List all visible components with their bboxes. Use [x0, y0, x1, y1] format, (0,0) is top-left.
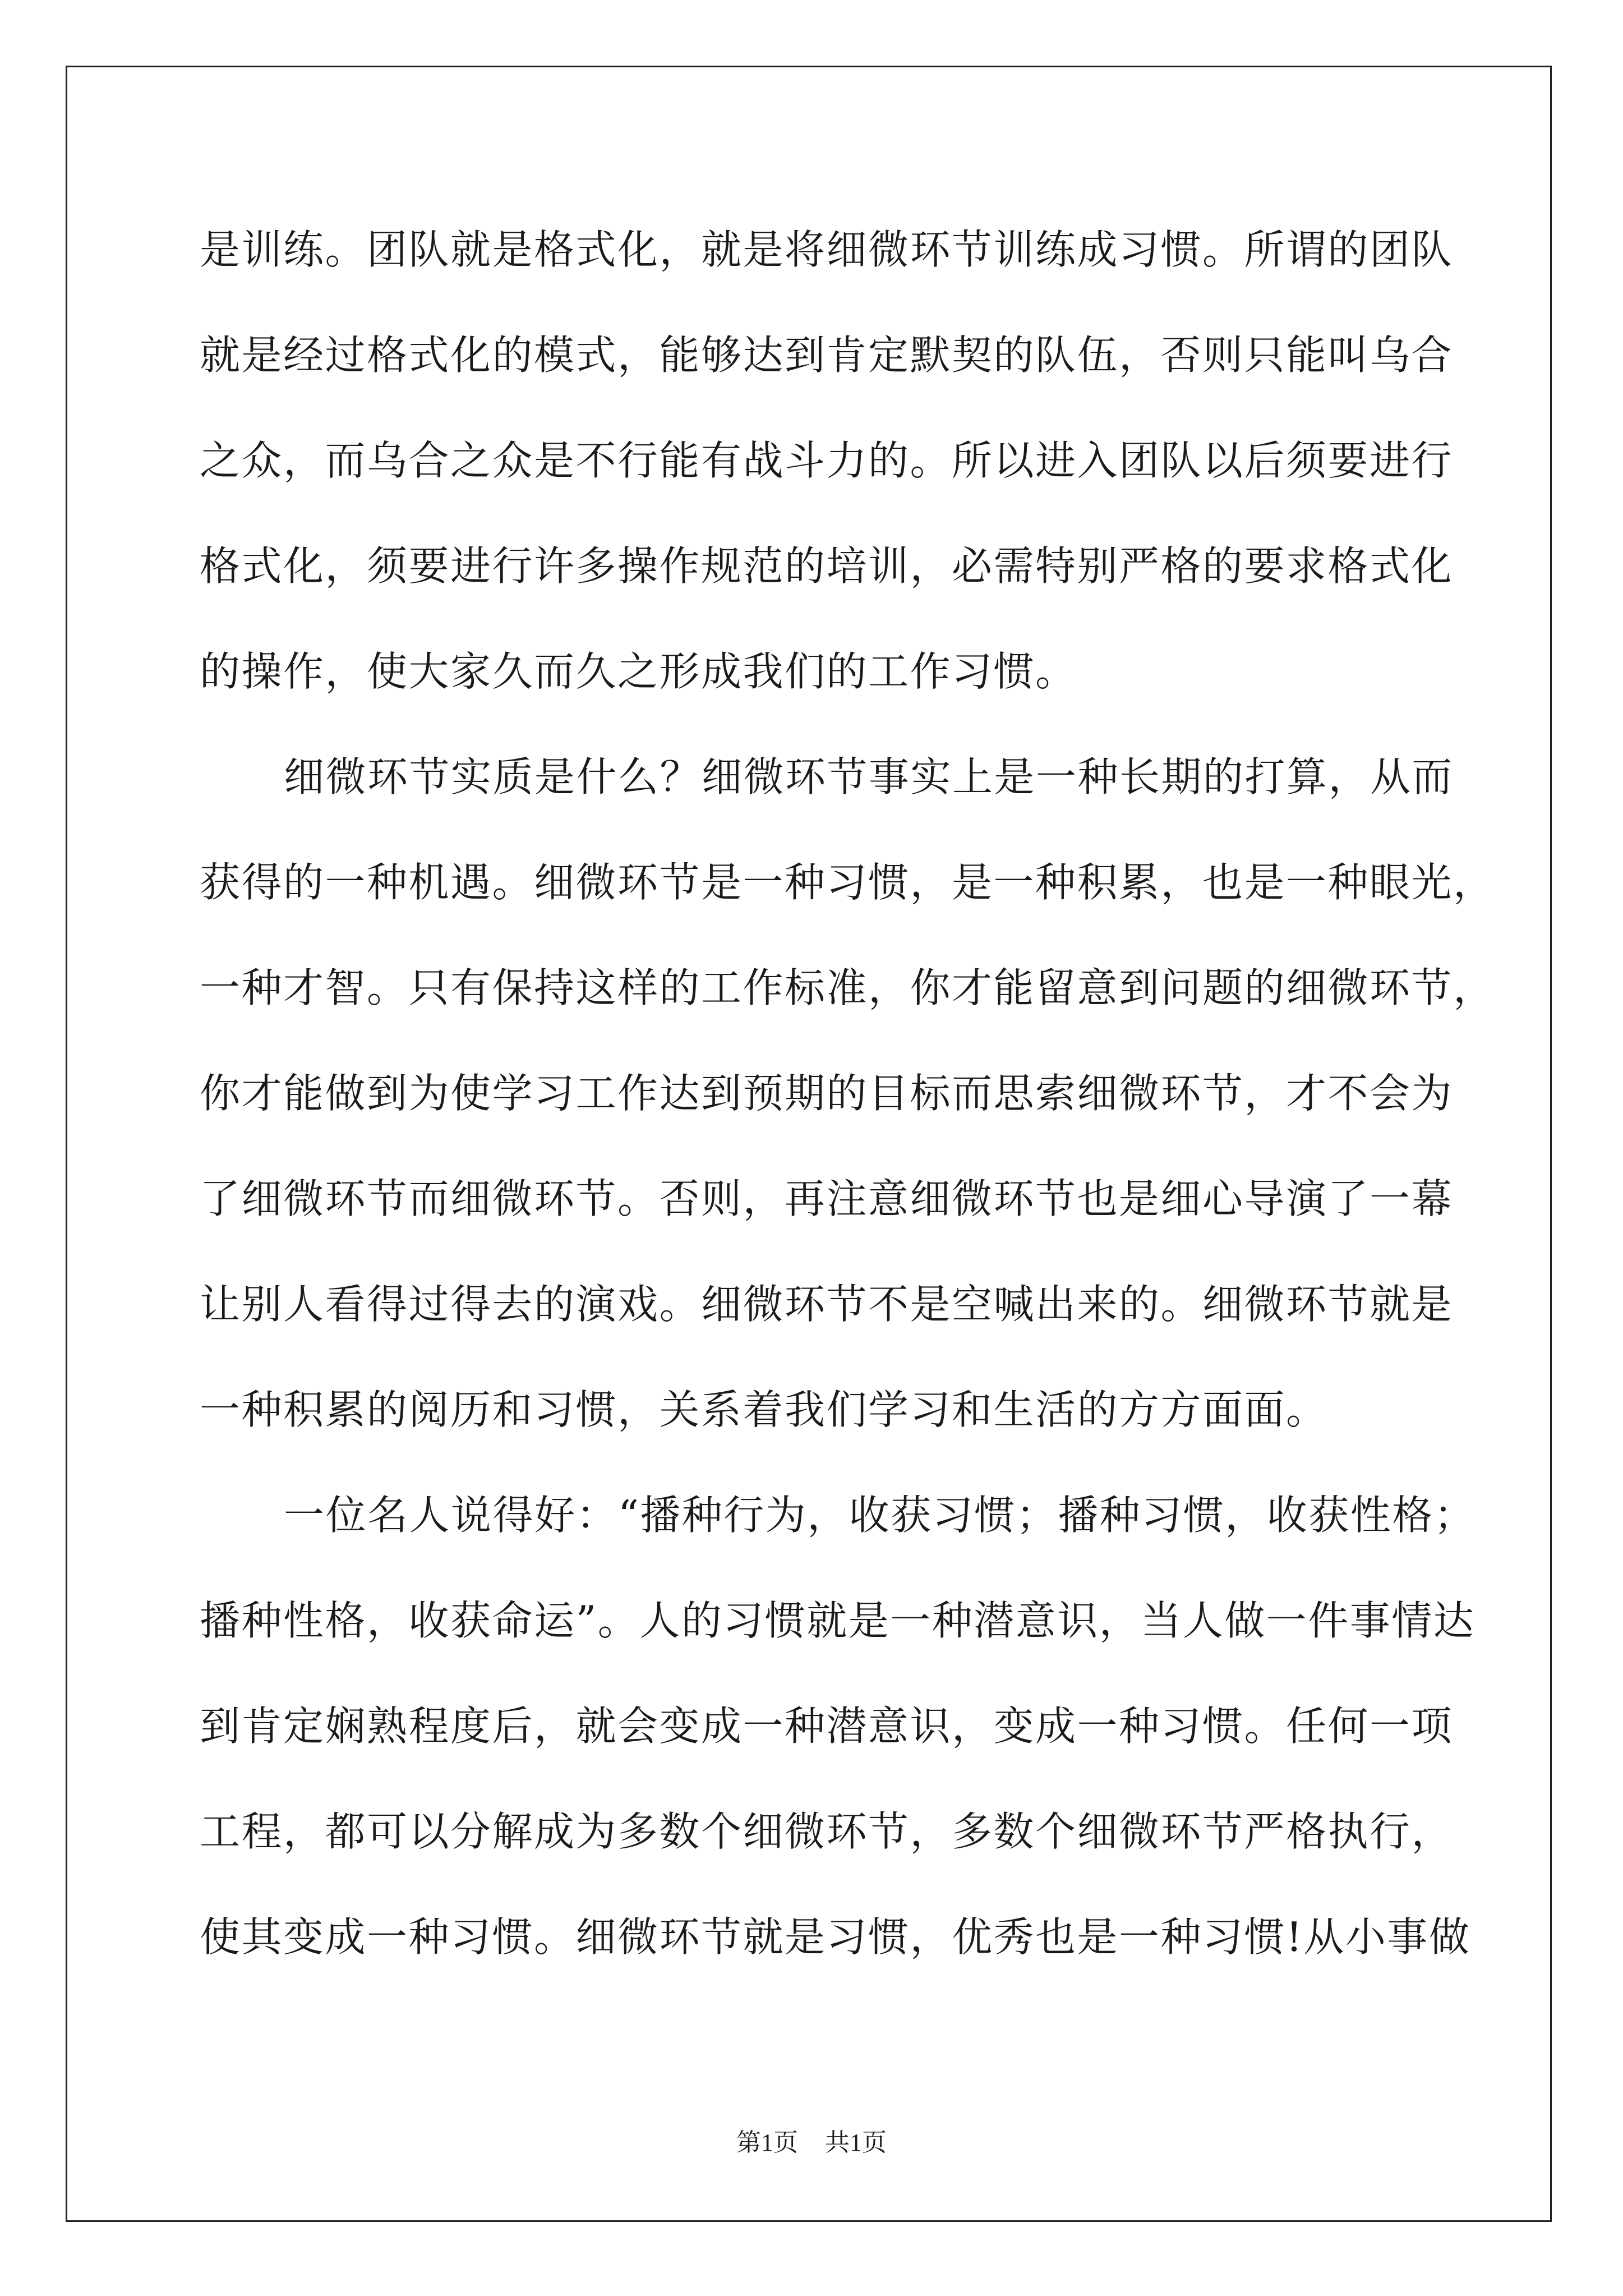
page-number: 第1页 — [736, 2129, 798, 2156]
body-line: 工程，都可以分解成为多数个细微环节，多数个细微环节严格执行， — [200, 1808, 1454, 1855]
body-line: 让别人看得过得去的演戏。细微环节不是空喊出来的。细微环节就是 — [200, 1281, 1454, 1328]
body-line: 是训练。团队就是格式化，就是将细微环节训练成习惯。所谓的团队 — [200, 226, 1454, 273]
body-line: 就是经过格式化的模式，能够达到肯定默契的队伍，否则只能叫乌合 — [200, 332, 1454, 379]
body-line: 格式化，须要进行许多操作规范的培训，必需特别严格的要求格式化 — [200, 542, 1454, 590]
page-count: 共1页 — [825, 2129, 887, 2156]
body-line: 使其变成一种习惯。细微环节就是习惯，优秀也是一种习惯!从小事做 — [200, 1913, 1471, 1961]
body-line: 的操作，使大家久而久之形成我们的工作习惯。 — [200, 648, 1077, 695]
body-line: 到肯定娴熟程度后，就会变成一种潜意识，变成一种习惯。任何一项 — [200, 1703, 1454, 1750]
body-line: 获得的一种机遇。细微环节是一种习惯，是一种积累，也是一种眼光， — [200, 859, 1495, 906]
body-line: 一种积累的阅历和习惯，关系着我们学习和生活的方方面面。 — [200, 1386, 1328, 1433]
body-line: 你才能做到为使学习工作达到预期的目标而思索细微环节，才不会为 — [200, 1070, 1454, 1117]
body-line: 一种才智。只有保持这样的工作标准，你才能留意到问题的细微环节， — [200, 964, 1495, 1011]
document-body — [200, 208, 1495, 2000]
paragraph-first-line: 一位名人说得好：“播种行为，收获习惯；播种习惯，收获性格； — [284, 1492, 1476, 1539]
body-line: 之众，而乌合之众是不行能有战斗力的。所以进入团队以后须要进行 — [200, 437, 1454, 484]
body-line: 播种性格，收获命运”。人的习惯就是一种潜意识，当人做一件事情达 — [200, 1597, 1476, 1644]
paragraph-first-line: 细微环节实质是什么？细微环节事实上是一种长期的打算，从而 — [284, 753, 1454, 800]
body-line: 了细微环节而细微环节。否则，再注意细微环节也是细心导演了一幕 — [200, 1175, 1454, 1222]
page-footer — [0, 2126, 1623, 2160]
